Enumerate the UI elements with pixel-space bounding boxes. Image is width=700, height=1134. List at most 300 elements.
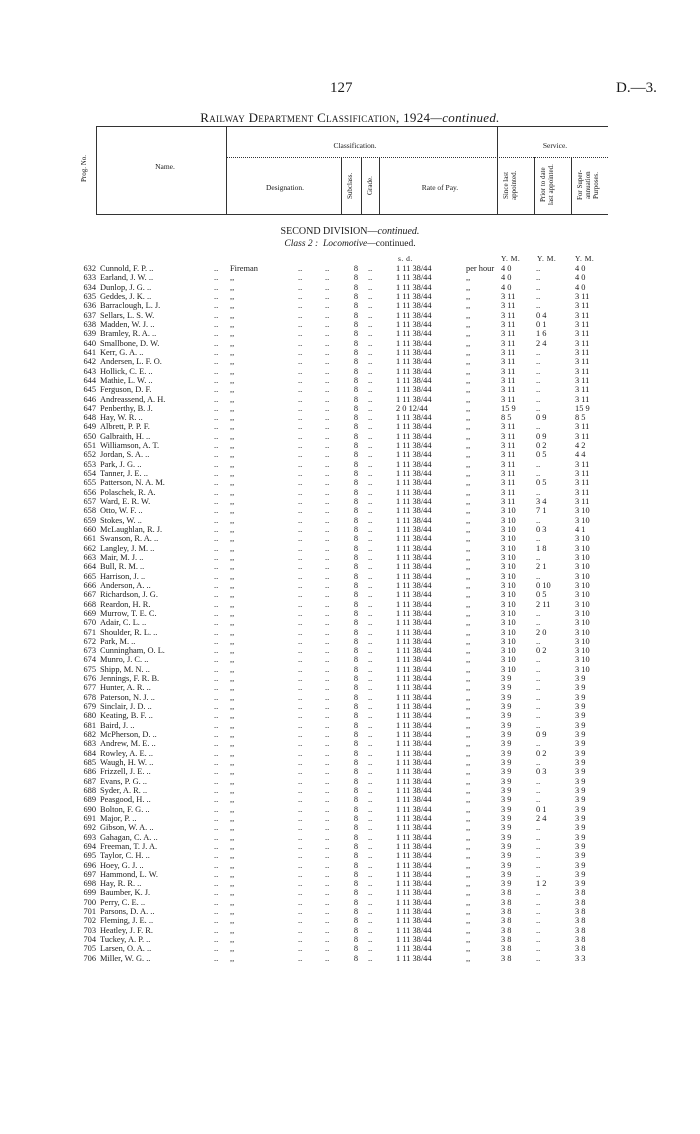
rate-cell: 1 11 38/44 (396, 459, 432, 469)
service-prior-cell: .. (536, 534, 541, 544)
service-since-last-cell: 4 0 (501, 264, 512, 273)
table-row (0, 488, 700, 497)
header-name: Name. (155, 162, 175, 171)
prog-no-cell: 658 (83, 506, 96, 516)
table-row (0, 702, 700, 711)
leader-dots: .. (214, 804, 219, 814)
leader-dots: .. (368, 795, 373, 805)
rate-period-cell: ,, (466, 907, 471, 917)
leader-dots: .. (298, 730, 303, 739)
service-prior-cell: .. (536, 375, 541, 385)
subclass-cell: 8 (353, 935, 359, 944)
rate-period-cell: ,, (466, 925, 471, 935)
leader-dots: .. (214, 441, 219, 451)
leader-dots: .. (325, 851, 330, 861)
subclass-cell: 8 (353, 497, 359, 506)
prog-no-cell: 654 (83, 469, 96, 478)
name-cell: Otto, W. F. .. (100, 506, 143, 516)
service-superannuation-cell: 4 0 (575, 273, 586, 283)
name-cell: Hay, R. R. .. (100, 879, 142, 889)
subclass-cell: 8 (353, 580, 359, 590)
prog-no-cell: 643 (83, 366, 96, 376)
leader-dots: .. (298, 692, 303, 702)
leader-dots: .. (214, 478, 219, 488)
rate-period-cell: ,, (466, 273, 471, 283)
leader-dots: .. (214, 916, 219, 926)
leader-dots: .. (298, 571, 303, 581)
prog-no-cell: 638 (83, 319, 96, 329)
service-prior-cell: .. (536, 571, 541, 581)
leader-dots: .. (368, 450, 373, 460)
subclass-cell: 8 (353, 953, 359, 963)
service-superannuation-cell: 3 10 (575, 552, 590, 562)
leader-dots: .. (298, 907, 303, 917)
col-divider (534, 157, 535, 214)
table-row (0, 721, 700, 730)
leader-dots: .. (325, 469, 330, 478)
service-prior-cell: .. (536, 944, 541, 954)
leader-dots: .. (325, 441, 330, 451)
table-row (0, 907, 700, 916)
designation-cell: ,, (230, 851, 235, 861)
leader-dots: .. (214, 552, 219, 562)
rate-cell: 1 11 38/44 (396, 450, 432, 460)
leader-dots: .. (325, 459, 330, 469)
table-row (0, 469, 700, 478)
prog-no-cell: 660 (83, 525, 96, 534)
rate-cell: 1 11 38/44 (396, 347, 432, 357)
rate-period-cell: ,, (466, 562, 471, 572)
subclass-cell: 8 (353, 552, 359, 562)
rate-period-cell: ,, (466, 879, 471, 889)
division-name: SECOND DIVISION— (280, 226, 378, 237)
subclass-cell: 8 (353, 608, 359, 618)
service-prior-cell: .. (536, 720, 541, 730)
leader-dots: .. (214, 841, 219, 851)
leader-dots: .. (214, 674, 219, 684)
service-superannuation-cell: 3 8 (575, 897, 586, 907)
prog-no-cell: 656 (83, 487, 96, 497)
leader-dots: .. (325, 403, 330, 413)
prog-no-cell: 662 (83, 543, 96, 553)
rate-period-cell: ,, (466, 916, 471, 926)
service-superannuation-cell: 3 9 (575, 869, 586, 879)
leader-dots: .. (214, 385, 219, 395)
designation-cell: ,, (230, 506, 235, 516)
table-row (0, 879, 700, 888)
service-since-last-cell: 3 9 (501, 683, 512, 693)
leader-dots: .. (214, 590, 219, 600)
leader-dots: .. (325, 748, 330, 758)
service-since-last-cell: 3 9 (501, 748, 512, 758)
service-prior-cell: 0 1 (536, 804, 547, 814)
service-superannuation-cell: 3 9 (575, 785, 586, 795)
table-row (0, 823, 700, 832)
name-cell: Albrett, P. P. F. (100, 422, 150, 432)
leader-dots: .. (368, 953, 373, 963)
designation-cell: ,, (230, 375, 235, 385)
leader-dots: .. (325, 310, 330, 320)
leader-dots: .. (214, 748, 219, 758)
rate-period-cell: ,, (466, 627, 471, 637)
table-row (0, 665, 700, 674)
leader-dots: .. (368, 394, 373, 404)
name-cell: Shipp, M. N. .. (100, 664, 150, 674)
rate-cell: 1 11 38/44 (396, 702, 432, 711)
leader-dots: .. (298, 441, 303, 451)
table-row (0, 590, 700, 599)
service-superannuation-cell: 3 8 (575, 907, 586, 917)
service-superannuation-cell: 3 9 (575, 730, 586, 739)
subclass-cell: 8 (353, 664, 359, 674)
rate-cell: 1 11 38/44 (396, 860, 432, 870)
service-since-last-cell: 3 11 (501, 375, 516, 385)
leader-dots: .. (298, 944, 303, 954)
prog-no-cell: 639 (83, 329, 96, 339)
table-row (0, 329, 700, 338)
rate-cell: 1 11 38/44 (396, 683, 432, 693)
service-since-last-cell: 3 9 (501, 730, 512, 739)
service-superannuation-cell: 3 11 (575, 329, 590, 339)
table-row (0, 553, 700, 562)
service-since-last-cell: 3 9 (501, 860, 512, 870)
leader-dots: .. (368, 478, 373, 488)
subclass-cell: 8 (353, 767, 359, 777)
service-prior-cell: .. (536, 282, 541, 292)
subclass-cell: 8 (353, 450, 359, 460)
rate-cell: 1 11 38/44 (396, 851, 432, 861)
leader-dots: .. (214, 907, 219, 917)
leader-dots: .. (298, 767, 303, 777)
service-superannuation-cell: 3 9 (575, 748, 586, 758)
leader-dots: .. (368, 674, 373, 684)
rate-cell: 1 11 38/44 (396, 758, 432, 767)
table-row (0, 478, 700, 487)
service-superannuation-cell: 3 8 (575, 925, 586, 935)
name-cell: Park, J. G. .. (100, 459, 142, 469)
service-superannuation-cell: 3 10 (575, 655, 590, 665)
rate-period-cell: ,, (466, 804, 471, 814)
service-superannuation-cell: 3 9 (575, 767, 586, 777)
leader-dots: .. (214, 664, 219, 674)
leader-dots: .. (368, 338, 373, 348)
service-superannuation-cell: 3 10 (575, 590, 590, 600)
leader-dots: .. (214, 459, 219, 469)
designation-cell: ,, (230, 403, 235, 413)
name-cell: Cunnold, F. P. .. (100, 264, 154, 273)
division-caption (0, 226, 700, 237)
leader-dots: .. (368, 329, 373, 339)
leader-dots: .. (298, 310, 303, 320)
subclass-cell: 8 (353, 338, 359, 348)
table-row (0, 609, 700, 618)
subclass-cell: 8 (353, 897, 359, 907)
leader-dots: .. (214, 413, 219, 423)
rate-period-cell: ,, (466, 394, 471, 404)
service-prior-cell: .. (536, 636, 541, 646)
leader-dots: .. (325, 543, 330, 553)
service-superannuation-cell: 3 9 (575, 851, 586, 861)
leader-dots: .. (325, 357, 330, 367)
prog-no-cell: 645 (83, 385, 96, 395)
leader-dots: .. (368, 711, 373, 721)
table-row (0, 572, 700, 581)
leader-dots: .. (214, 366, 219, 376)
leader-dots: .. (214, 897, 219, 907)
service-since-last-cell: 4 0 (501, 273, 512, 283)
designation-cell: Fireman (230, 264, 258, 273)
leader-dots: .. (298, 422, 303, 432)
classification-rule (226, 157, 608, 158)
rate-period-cell: ,, (466, 748, 471, 758)
rate-period-cell: ,, (466, 758, 471, 767)
rate-period-cell: ,, (466, 385, 471, 395)
leader-dots: .. (368, 580, 373, 590)
service-units-1: Y. M. (501, 254, 521, 263)
leader-dots: .. (368, 562, 373, 572)
service-prior-cell: 0 3 (536, 525, 547, 534)
leader-dots: .. (214, 795, 219, 805)
subclass-cell: 8 (353, 655, 359, 665)
name-cell: Langley, J. M. .. (100, 543, 155, 553)
leader-dots: .. (298, 804, 303, 814)
leader-dots: .. (325, 292, 330, 301)
table-row (0, 730, 700, 739)
name-cell: Baird, J. .. (100, 720, 135, 730)
rate-period-cell: ,, (466, 431, 471, 441)
service-since-last-cell: 3 9 (501, 795, 512, 805)
designation-cell: ,, (230, 590, 235, 600)
name-cell: Hay, W. R. .. (100, 413, 143, 423)
subclass-cell: 8 (353, 730, 359, 739)
leader-dots: .. (325, 758, 330, 767)
service-since-last-cell: 3 10 (501, 534, 516, 544)
name-cell: Cunningham, O. L. (100, 646, 165, 656)
leader-dots: .. (298, 739, 303, 749)
rate-cell: 1 11 38/44 (396, 264, 432, 273)
rate-cell: 1 11 38/44 (396, 590, 432, 600)
service-prior-cell: .. (536, 888, 541, 898)
leader-dots: .. (325, 497, 330, 506)
service-superannuation-cell: 3 8 (575, 888, 586, 898)
service-prior-cell: .. (536, 292, 541, 301)
leader-dots: .. (298, 860, 303, 870)
leader-dots: .. (368, 897, 373, 907)
leader-dots: .. (214, 292, 219, 301)
designation-cell: ,, (230, 627, 235, 637)
service-prior-cell: 7 1 (536, 506, 547, 516)
service-since-last-cell: 8 5 (501, 413, 512, 423)
designation-cell: ,, (230, 459, 235, 469)
table-row (0, 805, 700, 814)
service-prior-cell: 0 1 (536, 319, 547, 329)
service-prior-cell: 0 9 (536, 431, 547, 441)
prog-no-cell: 684 (83, 748, 96, 758)
name-cell: Waugh, H. W. .. (100, 758, 154, 767)
rate-cell: 1 11 38/44 (396, 422, 432, 432)
leader-dots: .. (214, 888, 219, 898)
designation-cell: ,, (230, 525, 235, 534)
leader-dots: .. (298, 776, 303, 786)
service-superannuation-cell: 4 0 (575, 264, 586, 273)
subclass-cell: 8 (353, 310, 359, 320)
service-since-last-cell: 3 9 (501, 776, 512, 786)
subclass-cell: 8 (353, 375, 359, 385)
rate-period-cell: ,, (466, 720, 471, 730)
leader-dots: .. (214, 310, 219, 320)
service-since-last-cell: 3 11 (501, 366, 516, 376)
rate-period-cell: ,, (466, 702, 471, 711)
service-superannuation-cell: 4 4 (575, 450, 586, 460)
service-superannuation-cell: 3 9 (575, 739, 586, 749)
service-prior-cell: 0 5 (536, 590, 547, 600)
service-since-last-cell: 3 11 (501, 319, 516, 329)
leader-dots: .. (298, 403, 303, 413)
service-superannuation-cell: 3 9 (575, 841, 586, 851)
service-since-last-cell: 3 9 (501, 851, 512, 861)
title-suffix: —continued. (430, 110, 500, 125)
subclass-cell: 8 (353, 758, 359, 767)
name-cell: Richardson, J. G. (100, 590, 158, 600)
service-prior-cell: 2 1 (536, 562, 547, 572)
service-since-last-cell: 3 9 (501, 841, 512, 851)
service-prior-cell: .. (536, 925, 541, 935)
rate-cell: 1 11 38/44 (396, 385, 432, 395)
leader-dots: .. (214, 515, 219, 525)
leader-dots: .. (325, 319, 330, 329)
prog-no-cell: 700 (83, 897, 96, 907)
prog-no-cell: 642 (83, 357, 96, 367)
rate-cell: 1 11 38/44 (396, 879, 432, 889)
designation-cell: ,, (230, 646, 235, 656)
designation-cell: ,, (230, 580, 235, 590)
leader-dots: .. (325, 571, 330, 581)
prog-no-cell: 702 (83, 916, 96, 926)
subclass-cell: 8 (353, 487, 359, 497)
designation-cell: ,, (230, 394, 235, 404)
subclass-cell: 8 (353, 627, 359, 637)
name-cell: McLaughlan, R. J. (100, 525, 163, 534)
leader-dots: .. (325, 338, 330, 348)
leader-dots: .. (325, 795, 330, 805)
subclass-cell: 8 (353, 478, 359, 488)
table-row (0, 562, 700, 571)
rate-period-cell: ,, (466, 664, 471, 674)
service-prior-cell: 0 9 (536, 413, 547, 423)
prog-no-cell: 701 (83, 907, 96, 917)
service-since-last-cell: 3 10 (501, 562, 516, 572)
name-cell: Sinclair, J. D. .. (100, 702, 152, 711)
table-row (0, 795, 700, 804)
service-prior-cell: .. (536, 916, 541, 926)
service-since-last-cell: 3 11 (501, 338, 516, 348)
table-row (0, 432, 700, 441)
service-prior-cell: .. (536, 823, 541, 833)
name-cell: Tanner, J. E. .. (100, 469, 148, 478)
leader-dots: .. (298, 385, 303, 395)
prog-no-cell: 676 (83, 674, 96, 684)
name-cell: Penberthy, B. J. (100, 403, 153, 413)
leader-dots: .. (214, 702, 219, 711)
rate-units: s. d. (398, 254, 413, 263)
service-superannuation-cell: 3 10 (575, 627, 590, 637)
prog-no-cell: 663 (83, 552, 96, 562)
name-cell: Mair, M. J. .. (100, 552, 144, 562)
service-superannuation-cell: 3 10 (575, 543, 590, 553)
division-continued: continued. (377, 226, 420, 237)
service-since-last-cell: 3 10 (501, 506, 516, 516)
leader-dots: .. (298, 879, 303, 889)
service-since-last-cell: 3 9 (501, 702, 512, 711)
service-prior-cell: .. (536, 515, 541, 525)
table-row (0, 460, 700, 469)
rate-cell: 1 11 38/44 (396, 338, 432, 348)
prog-no-cell: 666 (83, 580, 96, 590)
prog-no-cell: 681 (83, 720, 96, 730)
rate-cell: 1 11 38/44 (396, 804, 432, 814)
service-since-last-cell: 3 9 (501, 804, 512, 814)
service-prior-cell: .. (536, 711, 541, 721)
service-superannuation-cell: 3 10 (575, 580, 590, 590)
header-service: Service. (542, 141, 568, 150)
designation-cell: ,, (230, 785, 235, 795)
rate-period-cell: ,, (466, 841, 471, 851)
rate-period-cell: ,, (466, 357, 471, 367)
table-row (0, 301, 700, 310)
prog-no-cell: 636 (83, 301, 96, 311)
rate-cell: 1 11 38/44 (396, 292, 432, 301)
service-since-last-cell: 3 10 (501, 590, 516, 600)
service-prior-cell: .. (536, 608, 541, 618)
subclass-cell: 8 (353, 785, 359, 795)
rate-cell: 1 11 38/44 (396, 618, 432, 628)
service-since-last-cell: 15 9 (501, 403, 516, 413)
table-row (0, 422, 700, 431)
service-since-last-cell: 3 11 (501, 469, 516, 478)
rate-period-cell: ,, (466, 590, 471, 600)
service-prior-cell: .. (536, 841, 541, 851)
leader-dots: .. (368, 413, 373, 423)
leader-dots: .. (325, 375, 330, 385)
service-prior-cell: .. (536, 552, 541, 562)
service-superannuation-cell: 3 11 (575, 497, 590, 506)
service-prior-cell: 3 4 (536, 497, 547, 506)
subclass-cell: 8 (353, 534, 359, 544)
rate-cell: 1 11 38/44 (396, 497, 432, 506)
leader-dots: .. (368, 497, 373, 506)
subclass-cell: 8 (353, 804, 359, 814)
leader-dots: .. (368, 608, 373, 618)
designation-cell: ,, (230, 366, 235, 376)
service-superannuation-cell: 3 10 (575, 664, 590, 674)
leader-dots: .. (325, 944, 330, 954)
prog-no-cell: 653 (83, 459, 96, 469)
table-row (0, 525, 700, 534)
prog-no-cell: 685 (83, 758, 96, 767)
name-cell: Anderson, A. .. (100, 580, 151, 590)
rate-cell: 1 11 38/44 (396, 748, 432, 758)
leader-dots: .. (325, 646, 330, 656)
leader-dots: .. (368, 907, 373, 917)
leader-dots: .. (368, 264, 373, 273)
designation-cell: ,, (230, 813, 235, 823)
rate-period-cell: ,, (466, 282, 471, 292)
leader-dots: .. (368, 785, 373, 795)
leader-dots: .. (325, 720, 330, 730)
leader-dots: .. (298, 627, 303, 637)
service-since-last-cell: 3 9 (501, 869, 512, 879)
leader-dots: .. (368, 301, 373, 311)
